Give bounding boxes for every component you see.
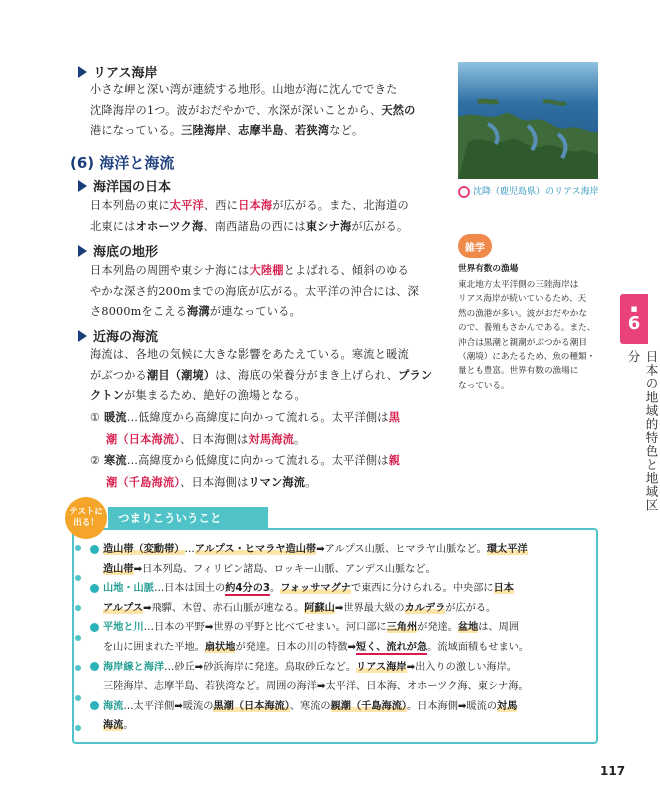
summary-box bbox=[72, 528, 598, 744]
kairyu-paragraph: 海流は、各地の気候に大きな影響をあたえている。寒流と暖流 がぶつかる潮目（潮境）は、海底の栄養分がまき上げられ、プラン クトンが集まるため、絶好の漁場となる。 bbox=[90, 348, 433, 402]
heading-ria-text: リアス海岸 bbox=[93, 66, 158, 81]
summary-item-kairyu: 海流…太平洋側➡暖流の黒潮（日本海流）、寒流の親潮（千島海流）。日本海側➡暖流の対馬 海流。 bbox=[90, 697, 590, 736]
heading-kairyu: 近海の海流 bbox=[78, 326, 158, 345]
kaitei-paragraph: 日本列島の周囲や東シナ海には大陸棚とよばれる、傾斜のゆる やかな深さ約200mまでの海底が広がる。太平洋の沖合には、深 さ8000mをこえる海溝が連なっている。 bbox=[90, 263, 419, 318]
camera-marker-icon bbox=[458, 186, 470, 198]
kaiyo-paragraph: 日本列島の東に太平洋、西に日本海が広がる。また、北海道の 北東にはオホーツク海、南西諸島の西には東シナ海が広がる。 bbox=[90, 198, 409, 233]
sidebar-title: 世界有数の漁場 bbox=[458, 264, 519, 274]
ria-coast-photo bbox=[458, 62, 598, 179]
summary-title: つまりこういうこと bbox=[108, 507, 268, 529]
summary-item-sanchi: 山地・山脈…日本は国土の約4分の3。フォッサマグナで東西に分けられる。中央部に日本 アルプス➡飛驒、木曽、赤石山脈が連なる。阿蘇山➡世界最大級のカルデラが広がる。 bbox=[90, 579, 590, 618]
chapter-heading: (6) 海洋と海流 bbox=[70, 154, 175, 172]
bullet-dot-icon bbox=[90, 584, 99, 593]
kairyu-item-1: ① 暖流…低緯度から高緯度に向かって流れる。太平洋側は黒 潮（日本海流）、日本海側は対馬海流。 bbox=[90, 410, 401, 446]
aerial-photo-illustration bbox=[458, 62, 598, 179]
heading-ria bbox=[78, 62, 157, 81]
chapter-tab bbox=[620, 294, 648, 344]
heading-kaiyo: 海洋国の日本 bbox=[78, 176, 171, 195]
summary-list bbox=[90, 540, 590, 736]
ria-paragraph: 小さな岬と深い湾が連続する地形。山地が海に沈んでできた 沈降海岸の1つ。波がおだやかで、水深が深いことから、天然の 港になっている。三陸海岸、志摩半島、若狭湾など。 bbox=[90, 83, 416, 137]
bullet-dot-icon bbox=[90, 662, 99, 671]
test-badge: テストに出る！ bbox=[65, 497, 107, 539]
binder-rings bbox=[73, 540, 83, 735]
triangle-bullet-icon bbox=[78, 180, 87, 192]
page-number: 117 bbox=[600, 764, 626, 778]
chapter-number: 6 bbox=[627, 312, 641, 334]
heading-kaitei: 海底の地形 bbox=[78, 241, 158, 260]
bullet-dot-icon bbox=[90, 545, 99, 554]
triangle-bullet-icon bbox=[78, 330, 87, 342]
chapter-tab-label: 日本の地域的特色と地域区分 bbox=[626, 350, 659, 512]
summary-item-zozantai: 造山帯（変動帯）…アルプス・ヒマラヤ造山帯➡アルプス山脈、ヒマラヤ山脈など。環太平洋 造山帯➡日本列島、フィリピン諸島、ロッキー山脈、アンデス山脈など。 bbox=[90, 540, 590, 579]
photo-caption: 沈降（鹿児島県）のリアス海岸 bbox=[458, 184, 599, 198]
triangle-bullet-icon bbox=[78, 245, 87, 257]
summary-item-kaigan: 海岸線と海洋…砂丘➡砂浜海岸に発達。鳥取砂丘など。リアス海岸➡出入りの激しい海岸。 三陸海岸、志摩半島、若狭湾など。周囲の海洋➡太平洋、日本海、オホーツク海、東シナ海。 bbox=[90, 658, 590, 697]
kairyu-item-2: ② 寒流…高緯度から低緯度に向かって流れる。太平洋側は親 潮（千島海流）、日本海側はリマン海流。 bbox=[90, 453, 401, 489]
trivia-badge: 雑学 bbox=[458, 234, 492, 258]
bullet-dot-icon bbox=[90, 623, 99, 632]
sidebar-text: 東北地方太平洋側の三陸海岸は リアス海岸が続いているため、天 然の漁港が多い。波がおだやかな ので、養殖もさかんである。また、 沖合は黒潮と親潮がぶつかる潮目 （潮境）にあたるため、魚の種類・ 量とも豊富。世界有数の漁場に なっている。 bbox=[458, 280, 596, 391]
summary-item-heichi: 平地と川…日本の平野➡世界の平野と比べてせまい。河口部に三角州が発達。盆地は、周囲 を山に囲まれた平地。扇状地が発達。日本の川の特徴➡短く、流れが急。流域面積もせまい。 bbox=[90, 618, 590, 657]
bullet-dot-icon bbox=[90, 701, 99, 710]
chapter-tab-marker: ■ bbox=[630, 304, 638, 313]
triangle-bullet-icon bbox=[78, 66, 87, 78]
